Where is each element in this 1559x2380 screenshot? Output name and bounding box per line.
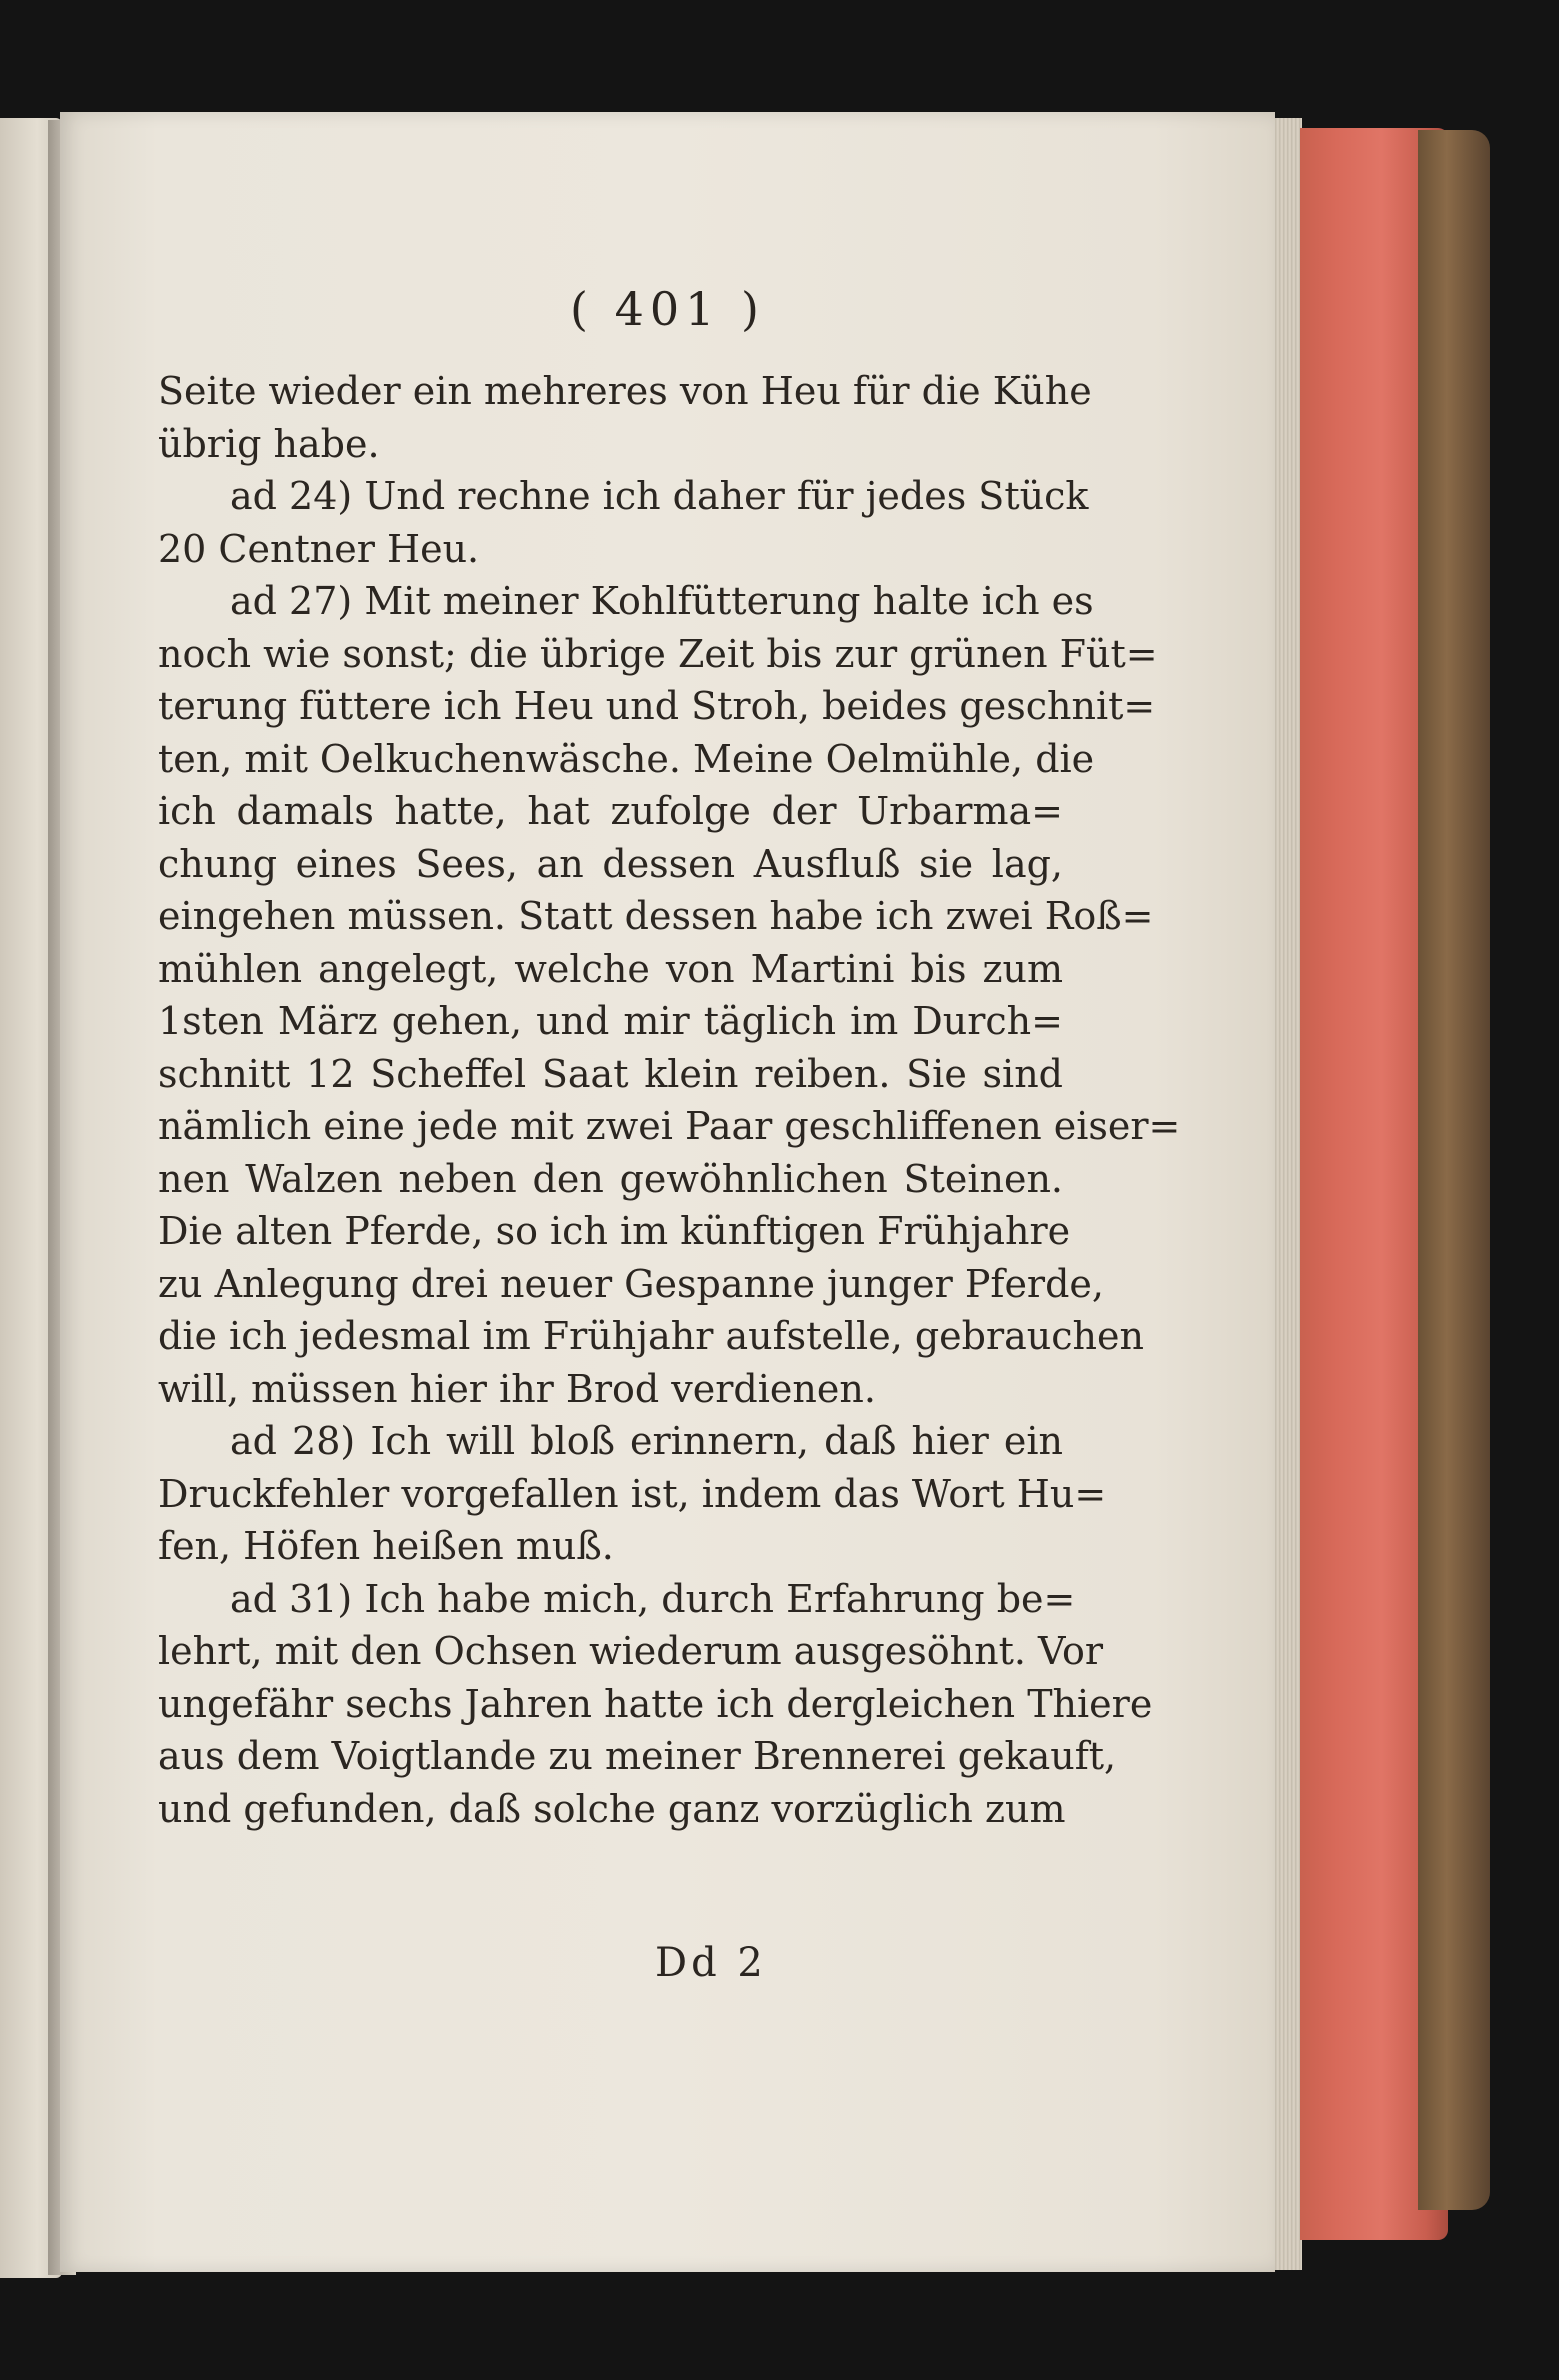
text-line: lehrt, mit den Ochsen wiederum ausgesöhnt. Vor <box>158 1629 1103 1673</box>
text-line: die ich jedesmal im Frühjahr aufstelle, gebrauchen <box>158 1314 1144 1358</box>
text-line: 1sten März gehen, und mir täglich im Durch= <box>158 999 1063 1043</box>
text-line: noch wie sonst; die übrige Zeit bis zur grünen Füt= <box>158 631 1158 676</box>
text-line: Die alten Pferde, so ich im künftigen Frühjahre <box>158 1209 1071 1253</box>
text-line: mühlen angelegt, welche von Martini bis zum <box>158 946 1063 991</box>
text-line: ad 31) Ich habe mich, durch Erfahrung be= <box>230 1576 1076 1621</box>
page-edges <box>1272 118 1302 2270</box>
text-line: ich damals hatte, hat zufolge der Urbarma= <box>158 789 1063 833</box>
text-line: zu Anlegung drei neuer Gespanne junger Pferde, <box>158 1261 1104 1306</box>
text-line: übrig habe. <box>158 421 380 466</box>
text-line: ten, mit Oelkuchenwäsche. Meine Oelmühle, die <box>158 736 1095 781</box>
text-line: terung füttere ich Heu und Stroh, beides geschnit= <box>158 684 1156 728</box>
text-line: will, müssen hier ihr Brod verdienen. <box>158 1366 876 1411</box>
text-line: Seite wieder ein mehreres von Heu für die Kühe <box>158 369 1092 413</box>
text-line: ad 27) Mit meiner Kohlfütterung halte ich es <box>230 579 1094 623</box>
page-number: ( 401 ) <box>570 282 765 336</box>
body-text <box>158 365 1181 1835</box>
text-line: eingehen müssen. Statt dessen habe ich zwei Roß= <box>158 894 1154 938</box>
text-line: ad 28) Ich will bloß erinnern, daß hier ein <box>230 1419 1063 1463</box>
text-line: chung eines Sees, an dessen Ausfluß sie lag, <box>158 841 1063 886</box>
text-line: nen Walzen neben den gewöhnlichen Steinen. <box>158 1156 1063 1201</box>
signature-mark: Dd 2 <box>655 1940 767 1986</box>
text-line: fen, Höfen heißen muß. <box>158 1524 614 1568</box>
text-line: aus dem Voigtlande zu meiner Brennerei gekauft, <box>158 1734 1117 1778</box>
book-cover <box>1418 130 1490 2210</box>
text-line: ad 24) Und rechne ich daher für jedes Stück <box>230 474 1089 518</box>
text-line: und gefunden, daß solche ganz vorzüglich zum <box>158 1786 1066 1831</box>
text-line: nämlich eine jede mit zwei Paar geschliffenen eiser= <box>158 1104 1181 1148</box>
text-line: 20 Centner Heu. <box>158 526 480 571</box>
text-line: schnitt 12 Scheffel Saat klein reiben. Sie sind <box>158 1051 1063 1096</box>
text-line: Druckfehler vorgefallen ist, indem das Wort Hu= <box>158 1471 1107 1516</box>
text-line: ungefähr sechs Jahren hatte ich dergleichen Thiere <box>158 1681 1153 1726</box>
